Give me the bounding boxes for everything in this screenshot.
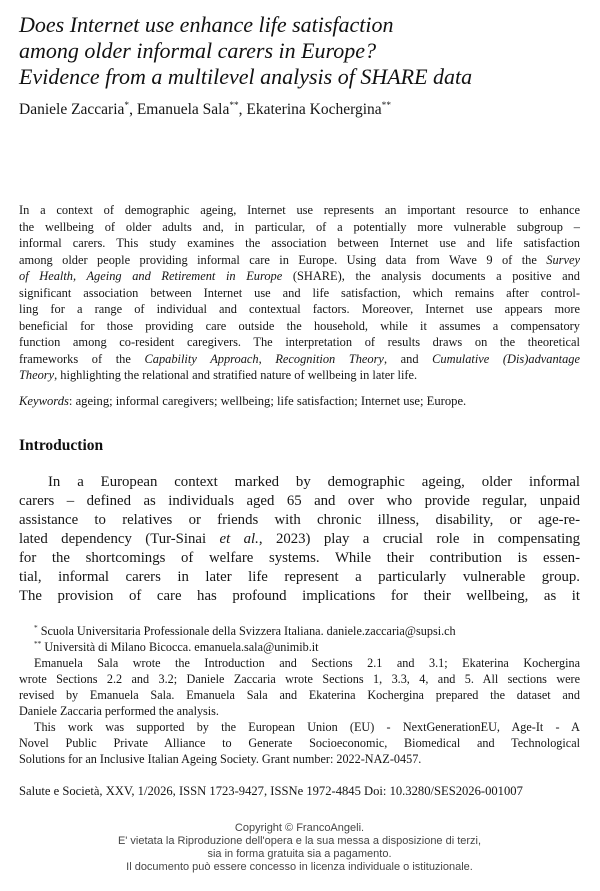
text-line xyxy=(19,301,580,318)
footnotes-block xyxy=(19,623,580,767)
text-segment: Emanuela Sala wrote the Introduction and Sections 2.1 and 3.1; Ekaterina Kochergina xyxy=(34,656,580,670)
text-segment: Capability Approach xyxy=(144,351,259,366)
text-segment: Does Internet use enhance life satisfaction xyxy=(19,12,394,37)
text-segment: Novel Public Private Alliance to Generate Socioeconomic, Biomedical and Technological xyxy=(19,736,580,750)
text-segment: Daniele Zaccaria xyxy=(19,101,125,118)
text-line xyxy=(19,735,580,751)
text-segment: , xyxy=(258,351,276,366)
text-segment: among older informal carers in Europe? xyxy=(19,38,377,63)
text-segment: frameworks of the xyxy=(19,351,145,366)
text-segment: (SHARE), the analysis documents a positive and xyxy=(282,269,580,283)
keywords-line xyxy=(19,393,580,410)
authors-line xyxy=(19,100,580,119)
abstract-text xyxy=(19,202,580,384)
text-line xyxy=(19,100,580,119)
text-line xyxy=(19,568,580,587)
text-line xyxy=(19,268,580,285)
section-heading-introduction: Introduction xyxy=(19,437,104,454)
text-segment: In a context of demographic ageing, Internet use represents an important resource to enhance xyxy=(19,203,580,217)
text-line xyxy=(19,719,580,735)
text-segment: carers – defined as individuals aged 65 and over who provide regular, unpaid xyxy=(19,493,580,509)
paper-title xyxy=(19,12,580,90)
text-segment: Keywords xyxy=(19,393,69,408)
text-line xyxy=(19,367,580,384)
text-segment: Università di Milano Bicocca. emanuela.sala@unimib.it xyxy=(41,640,319,654)
text-segment: , highlighting the relational and stratified nature of wellbeing in later life. xyxy=(54,368,418,382)
text-line xyxy=(19,639,580,655)
text-segment: ling for a range of individual and contextual factors. Moreover, Internet use appears more xyxy=(19,302,580,316)
footnote-marker: ** xyxy=(229,100,239,111)
text-line xyxy=(19,473,580,492)
text-segment: Il documento può essere concesso in licenza individuale o istituzionale. xyxy=(126,861,473,873)
text-segment: Recognition Theory xyxy=(275,351,384,366)
text-segment: lated dependency (Tur-Sinai xyxy=(19,531,220,547)
text-segment: function among co-resident caregivers. The interpretation of results draws on the theoretical xyxy=(19,335,580,349)
text-segment: This work was supported by the European Union (EU) - NextGenerationEU, Age-It - A xyxy=(34,720,580,734)
footnote-marker: * xyxy=(34,622,38,632)
footnote-marker: ** xyxy=(34,638,42,648)
text-segment: , and xyxy=(383,351,433,366)
text-segment: et al. xyxy=(219,531,259,547)
text-line xyxy=(19,219,580,236)
text-line xyxy=(19,334,580,351)
footnote-marker: * xyxy=(124,100,130,111)
text-line xyxy=(19,252,580,269)
footnote-marker: ** xyxy=(381,100,391,111)
text-line xyxy=(19,285,580,302)
text-line xyxy=(19,351,580,368)
text-segment: , Emanuela Sala xyxy=(129,101,230,118)
text-line xyxy=(19,822,580,835)
text-line xyxy=(19,393,580,410)
text-line xyxy=(19,703,580,719)
text-segment: Theory xyxy=(19,368,55,382)
text-line xyxy=(19,687,580,703)
text-segment: : ageing; informal caregivers; wellbeing; life satisfaction; Internet use; Europe. xyxy=(68,393,467,408)
text-segment: In a European context marked by demographic ageing, older informal xyxy=(48,474,580,490)
text-line xyxy=(19,848,580,861)
text-segment: , Ekaterina Kochergina xyxy=(238,101,382,118)
text-segment: , 2023) play a crucial role in compensating xyxy=(258,531,580,547)
text-segment: revised by Emanuela Sala. Emanuela Sala and Ekaterina Kochergina prepared the dataset and xyxy=(19,688,580,702)
text-segment: informal carers. This study examines the association between Internet use and life satisfaction xyxy=(19,236,580,250)
text-segment: beneficial for those providing care outside the household, while it assumes a compensatory xyxy=(19,318,580,333)
text-segment: the wellbeing of older adults and, in particular, of a potentially more vulnerable subgroup – xyxy=(19,219,580,234)
text-line xyxy=(19,511,580,530)
text-line xyxy=(19,38,580,64)
text-segment: Scuola Universitaria Professionale della Svizzera Italiana. daniele.zaccaria@supsi.ch xyxy=(37,624,456,638)
text-segment: of Health, Ageing and Retirement in Europe xyxy=(19,269,283,283)
text-line xyxy=(19,530,580,549)
journal-citation-line: Salute e Società, XXV, 1/2026, ISSN 1723-9427, ISSNe 1972-4845 Doi: 10.3280/SES2026-001007 xyxy=(19,784,523,798)
text-segment: Daniele Zaccaria performed the analysis. xyxy=(19,704,219,718)
text-segment: Cumulative (Dis)advantage xyxy=(432,351,580,366)
text-line xyxy=(19,549,580,568)
text-segment: Copyright © FrancoAngeli. xyxy=(234,822,365,834)
text-line xyxy=(19,202,580,219)
text-line xyxy=(19,12,580,38)
copyright-notice xyxy=(19,822,580,874)
text-segment: wrote Sections 2.2 and 3.2; Daniele Zaccaria wrote Sections 1, 3.3, 4, and 5. All sections were xyxy=(19,672,580,686)
introduction-paragraph xyxy=(19,473,580,606)
text-segment: Evidence from a multilevel analysis of SHARE data xyxy=(19,64,473,89)
text-line xyxy=(19,587,580,606)
text-segment: E' vietata la Riproduzione dell'opera e la sua messa a disposizione di terzi, xyxy=(117,835,482,847)
text-segment: for the shortcomings of welfare systems. While their contribution is essen- xyxy=(19,550,580,566)
text-segment: tial, informal carers in later life represent a particularly vulnerable group. xyxy=(19,569,580,585)
text-line xyxy=(19,671,580,687)
text-line xyxy=(19,318,580,335)
text-line xyxy=(19,835,580,848)
text-line xyxy=(19,235,580,252)
text-line xyxy=(19,751,580,767)
text-segment: Solutions for an Inclusive Italian Ageing Society. Grant number: 2022-NAZ-0457. xyxy=(19,752,422,766)
text-line xyxy=(19,655,580,671)
text-segment: among older people providing informal care in Europe. Using data from Wave 9 of the xyxy=(19,252,547,267)
text-segment: sia in forma gratuita sia a pagamento. xyxy=(207,848,392,860)
text-line xyxy=(19,861,580,874)
text-line xyxy=(19,64,580,90)
text-line xyxy=(19,492,580,511)
text-line xyxy=(19,623,580,639)
text-segment: Survey xyxy=(546,252,580,267)
text-segment: significant association between Internet use and life satisfaction, which remains after control- xyxy=(19,285,580,300)
text-segment: assistance to relatives or friends with chronic illness, disability, or age-re- xyxy=(19,512,580,528)
text-segment: The provision of care has profound implications for their wellbeing, as it xyxy=(19,588,580,604)
